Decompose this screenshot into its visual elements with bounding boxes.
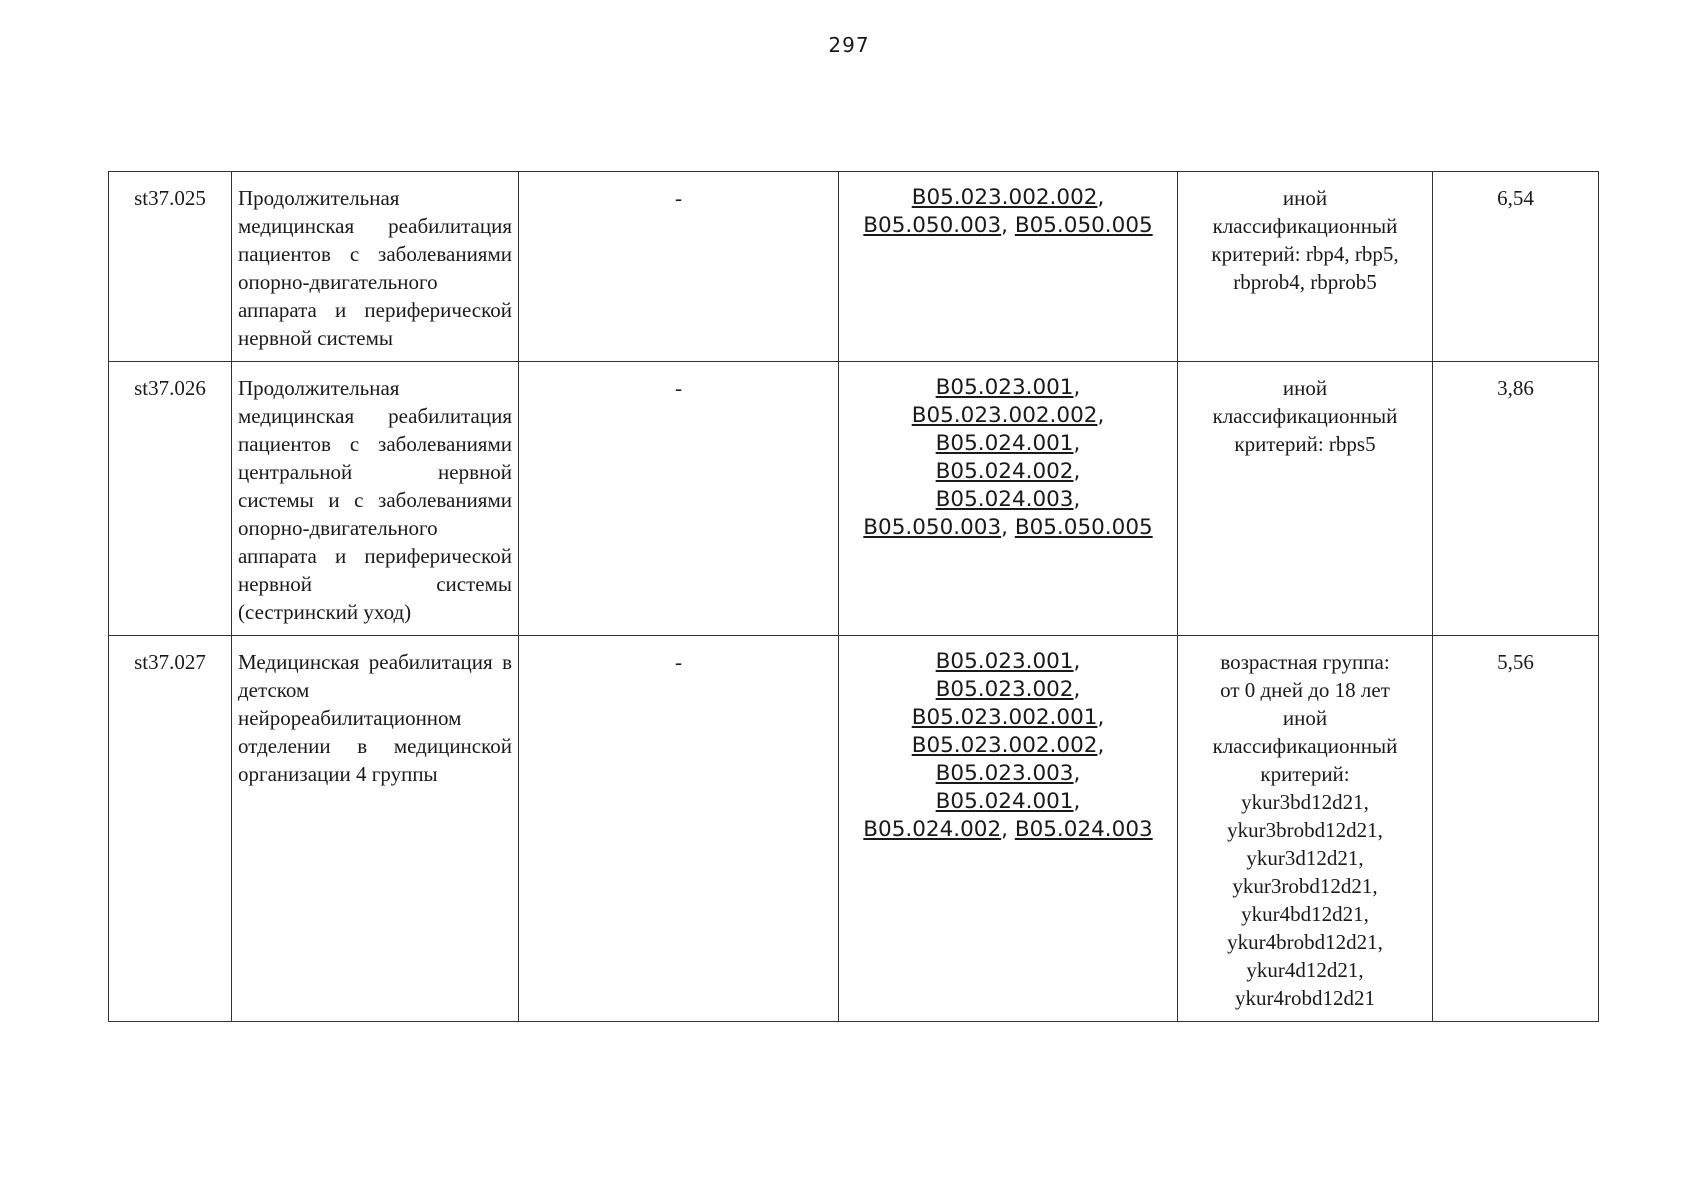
service-code-link[interactable]: B05.023.002.002 <box>911 185 1098 210</box>
service-code-link[interactable]: B05.023.002 <box>935 677 1074 702</box>
table-row <box>109 172 1599 362</box>
mkb-code-cell: - <box>519 172 839 362</box>
criteria-line: ykur3robd12d21, <box>1232 874 1378 898</box>
criteria-line: классификационный <box>1212 734 1398 758</box>
ksg-name-cell: Продолжительная медицинская реабилитация пациентов с заболеваниями опорно-двигательного аппарата и периферической нервной системы <box>232 172 519 362</box>
service-codes-cell <box>839 636 1178 1022</box>
service-codes-line: B05.050.003, B05.050.005 <box>863 213 1153 238</box>
service-codes-line: B05.024.003, <box>935 487 1081 512</box>
mkb-code-cell: - <box>519 362 839 636</box>
criteria-line: иной <box>1282 706 1328 730</box>
criteria-cell <box>1178 362 1433 636</box>
service-codes-line: B05.023.003, <box>935 761 1081 786</box>
criteria-line: возрастная группа: <box>1220 650 1390 674</box>
service-codes-line: B05.023.001, <box>935 375 1081 400</box>
criteria-cell <box>1178 636 1433 1022</box>
service-code-link[interactable]: B05.024.003 <box>935 487 1074 512</box>
page-number: 297 <box>828 33 870 57</box>
service-code-link[interactable]: B05.023.002.001 <box>911 705 1098 730</box>
ksg-code-cell: st37.026 <box>109 362 232 636</box>
ksg-name-cell: Продолжительная медицинская реабилитация пациентов с заболеваниями центральной нервной системы и с заболеваниями опорно-двигательного аппарата и периферической нервной системы (сестринский уход) <box>232 362 519 636</box>
service-codes-cell <box>839 172 1178 362</box>
criteria-line: ykur3d12d21, <box>1246 846 1364 870</box>
service-code-link[interactable]: B05.023.001 <box>935 649 1074 674</box>
table-body <box>109 172 1599 1022</box>
service-code-link[interactable]: B05.050.003 <box>863 213 1002 238</box>
criteria-line: иной <box>1282 186 1328 210</box>
service-codes-line: B05.023.002.001, <box>911 705 1105 730</box>
service-code-link[interactable]: B05.024.003 <box>1014 817 1153 842</box>
service-codes-line: B05.024.002, B05.024.003 <box>863 817 1153 842</box>
service-codes-cell <box>839 362 1178 636</box>
criteria-line: классификационный <box>1212 214 1398 238</box>
criteria-line: ykur4bd12d21, <box>1241 902 1369 926</box>
criteria-cell <box>1178 172 1433 362</box>
service-codes-line: B05.024.001, <box>935 431 1081 456</box>
service-code-link[interactable]: B05.023.002.002 <box>911 403 1098 428</box>
criteria-line: rbprob4, rbprob5 <box>1233 270 1377 294</box>
ksg-code-cell: st37.027 <box>109 636 232 1022</box>
service-code-link[interactable]: B05.050.005 <box>1014 213 1153 238</box>
service-codes-line: B05.023.002, <box>935 677 1081 702</box>
service-code-link[interactable]: B05.050.005 <box>1014 515 1153 540</box>
service-code-link[interactable]: B05.024.002 <box>935 459 1074 484</box>
service-code-link[interactable]: B05.050.003 <box>863 515 1002 540</box>
table-row <box>109 362 1599 636</box>
criteria-line: ykur4d12d21, <box>1246 958 1364 982</box>
service-code-link[interactable]: B05.024.002 <box>863 817 1002 842</box>
service-code-link[interactable]: B05.023.003 <box>935 761 1074 786</box>
criteria-line: критерий: rbp4, rbp5, <box>1211 242 1399 266</box>
service-codes-line: B05.024.002, <box>935 459 1081 484</box>
coefficient-cell: 3,86 <box>1433 362 1599 636</box>
coefficient-cell: 5,56 <box>1433 636 1599 1022</box>
criteria-line: классификационный <box>1212 404 1398 428</box>
coefficient-cell: 6,54 <box>1433 172 1599 362</box>
criteria-line: от 0 дней до 18 лет <box>1220 678 1390 702</box>
criteria-line: иной <box>1282 376 1328 400</box>
criteria-line: критерий: rbps5 <box>1234 432 1376 456</box>
service-code-link[interactable]: B05.024.001 <box>935 431 1074 456</box>
ksg-table <box>108 171 1599 1022</box>
table-row <box>109 636 1599 1022</box>
criteria-line: критерий: <box>1260 762 1350 786</box>
criteria-line: ykur4brobd12d21, <box>1227 930 1383 954</box>
service-code-link[interactable]: B05.023.002.002 <box>911 733 1098 758</box>
mkb-code-cell: - <box>519 636 839 1022</box>
service-codes-line: B05.023.002.002, <box>911 185 1105 210</box>
criteria-line: ykur4robd12d21 <box>1235 986 1375 1010</box>
service-codes-line: B05.023.002.002, <box>911 733 1105 758</box>
service-codes-line: B05.023.001, <box>935 649 1081 674</box>
service-codes-line: B05.023.002.002, <box>911 403 1105 428</box>
criteria-line: ykur3bd12d21, <box>1241 790 1369 814</box>
criteria-line: ykur3brobd12d21, <box>1227 818 1383 842</box>
service-codes-line: B05.050.003, B05.050.005 <box>863 515 1153 540</box>
service-code-link[interactable]: B05.023.001 <box>935 375 1074 400</box>
service-codes-line: B05.024.001, <box>935 789 1081 814</box>
ksg-name-cell: Медицинская реабилитация в детском нейрореабилитационном отделении в медицинской организации 4 группы <box>232 636 519 1022</box>
service-code-link[interactable]: B05.024.001 <box>935 789 1074 814</box>
ksg-code-cell: st37.025 <box>109 172 232 362</box>
